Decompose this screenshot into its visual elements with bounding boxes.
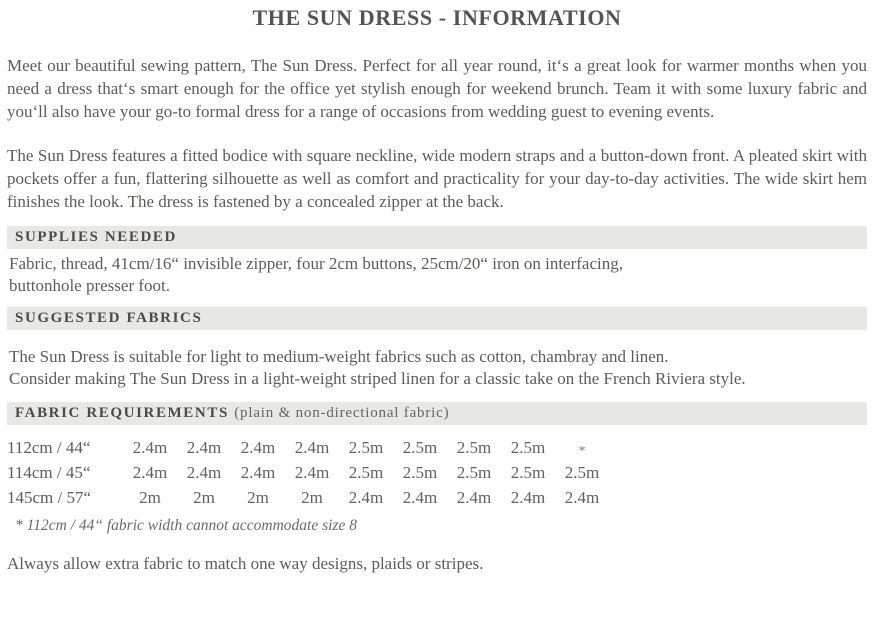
- table-cell: 2m: [301, 487, 323, 507]
- table-cell: 2.4m: [402, 487, 438, 507]
- closing-note: Always allow extra fabric to match one way designs, plaids or stripes.: [7, 554, 484, 573]
- table-cell: 2.5m: [402, 437, 438, 457]
- table-cell: 2.4m: [456, 487, 492, 507]
- table-cell: 2m: [139, 487, 161, 507]
- fabrics-text-line-2: Consider making The Sun Dress in a light-weight striped linen for a classic take on the French Riviera style.: [9, 369, 746, 388]
- fabric-width-label: 145cm / 57“: [7, 487, 92, 507]
- footnote-marker-cell: *: [578, 444, 586, 459]
- page-title: THE SUN DRESS - INFORMATION: [252, 5, 622, 30]
- table-cell: 2.5m: [456, 462, 492, 482]
- supplies-text-line-2: buttonhole presser foot.: [9, 276, 170, 295]
- table-cell: 2.4m: [240, 437, 276, 457]
- table-cell: 2.5m: [510, 462, 546, 482]
- fabrics-section-header-bar: [7, 307, 867, 330]
- table-cell: 2.5m: [348, 462, 384, 482]
- table-cell: 2.4m: [348, 487, 384, 507]
- fabric-requirements-table: [7, 435, 609, 510]
- table-cell: 2.5m: [510, 437, 546, 457]
- requirements-section-header-bar: [7, 402, 867, 425]
- supplies-section-header-bar: [7, 226, 867, 249]
- table-cell: 2.4m: [564, 487, 600, 507]
- fabrics-section-title: SUGGESTED FABRICS: [15, 310, 203, 326]
- table-row: [7, 460, 609, 485]
- table-cell: 2.5m: [456, 437, 492, 457]
- supplies-text: [7, 253, 867, 297]
- table-row: [7, 485, 609, 510]
- table-cell: 2.4m: [132, 437, 168, 457]
- intro-paragraph-2: The Sun Dress features a fitted bodice with square neckline, wide modern straps and a button-down front. A pleated skirt with pockets offer a fun, flattering silhouette as well as comfort and practicality for your day-to-day activities. The wide skirt hem finishes the look. The dress is fastened by a concealed zipper at the back.: [7, 146, 867, 211]
- requirements-section-title: FABRIC REQUIREMENTS: [15, 405, 229, 421]
- supplies-section-title: SUPPLIES NEEDED: [15, 229, 177, 245]
- table-cell: 2.5m: [402, 462, 438, 482]
- fabric-width-label: 112cm / 44“: [7, 437, 91, 457]
- supplies-text-line-1: Fabric, thread, 41cm/16“ invisible zipper, four 2cm buttons, 25cm/20“ iron on interfacing,: [9, 254, 623, 273]
- table-cell: 2.4m: [510, 487, 546, 507]
- requirements-section-subtitle: (plain & non-directional fabric): [234, 405, 450, 421]
- table-cell: 2.5m: [348, 437, 384, 457]
- table-cell: 2.4m: [240, 462, 276, 482]
- table-cell: 2.4m: [294, 462, 330, 482]
- table-cell: 2.5m: [564, 462, 600, 482]
- table-row: [7, 435, 609, 460]
- fabrics-text: [7, 346, 867, 390]
- table-footnote: * 112cm / 44“ fabric width cannot accommodate size 8: [15, 517, 357, 534]
- fabric-width-label: 114cm / 45“: [7, 462, 91, 482]
- table-cell: 2.4m: [294, 437, 330, 457]
- table-cell: 2.4m: [186, 462, 222, 482]
- intro-paragraph-1: Meet our beautiful sewing pattern, The Sun Dress. Perfect for all year round, it‘s a great look for warmer months when you need a dress that‘s smart enough for the office yet stylish enough for weekend brunch. Team it with some luxury fabric and you‘ll also have your go-to formal dress for a range of occasions from wedding guest to evening events.: [7, 56, 867, 121]
- table-cell: 2m: [247, 487, 269, 507]
- table-cell: 2.4m: [132, 462, 168, 482]
- table-cell: 2.4m: [186, 437, 222, 457]
- table-cell: 2m: [193, 487, 215, 507]
- fabrics-text-line-1: The Sun Dress is suitable for light to medium-weight fabrics such as cotton, chambray and linen.: [9, 347, 669, 366]
